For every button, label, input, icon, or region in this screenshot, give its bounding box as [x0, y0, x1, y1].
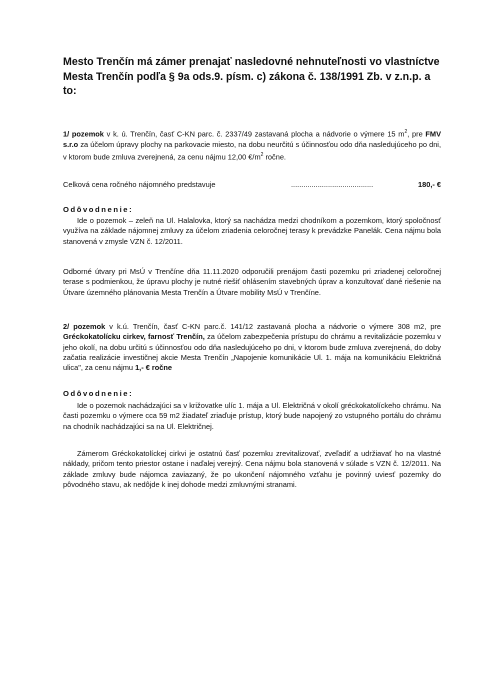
item1-total-dots: ........................................ [291, 180, 374, 189]
item1-opinion-paragraph: Odborné útvary pri MsÚ v Trenčíne dňa 11.11.2020 odporučili prenájom časti pozemku pri zriadenej celoročnej terase s podmienkou, že úpravu plochy je nutné riešiť ohlásením stavebných úprav a konzultovať dané riešenie na Útvare územného plánovania Mesta Trenčín a Útvare mobility MsÚ v Trenčíne. [63, 267, 441, 297]
item2-price: 1,- € ročne [135, 363, 173, 373]
item1-text-a: v k. ú. Trenčín, časť C-KN parc. č. 2337/49 zastavaná plocha a nádvorie o výmere 15 m [103, 129, 405, 139]
item1-paragraph [63, 127, 441, 163]
item2-paragraph [63, 322, 441, 373]
item2-text-a: v k.ú. Trenčín, časť C-KN parc.č. 141/12 zastavaná plocha a nádvorie o výmere 308 m2, pre [105, 322, 442, 331]
item2-intent-text: Zámerom Gréckokatolíckej cirkvi je ostatnú časť pozemku zrevitalizovať, zveľadiť a udržiavať ho na vlastné náklady, pričom tento priestor ostane i naďalej verejný. Cena nájmu bola stanovená v súlade s VZN č. 12/2011. Na základe zmluvy bude nájomca zaviazaný, že po ukončení nájomného vzťahu je povinný uviesť pozemky do pôvodného stavu, ak nedôjde k inej dohode medzi zmluvnými stranami. [63, 449, 441, 489]
item2-text-b: za účelom zabezpečenia prístupu do chrámu a revitalizácie pozemku v jeho okolí, na dobu určitú s účinnosťou odo dňa nasledujúceho po dni, v ktorom bude zmluva zverejnená, do doby začatia realizácie investičnej akcie Mesta Trenčín „Napojenie komunikácie Ul. 1. mája na komunikáciu Električná ulica", za cenu nájmu [63, 332, 442, 373]
item1-total-amount: 180,- € [417, 180, 441, 189]
item1-text-b: , pre [407, 129, 426, 139]
item2-reason-heading: Odôvodnenie: [63, 389, 134, 398]
item1-tenant: FMV s.r.o [63, 129, 442, 149]
item2-label: 2/ pozemok [63, 322, 106, 331]
item2-reason-paragraph [63, 401, 441, 432]
item1-reason-paragraph [63, 216, 441, 247]
item1-sup: 2 [404, 129, 408, 135]
item1-label: 1/ pozemok [63, 129, 104, 139]
item1-reason-text: Ide o pozemok – zeleň na Ul. Halalovka, ktorý sa nachádza medzi chodníkom a pozemkom, ktorý spoločnosť využíva na základe nájomnej zmluvy za účelom zriadenia celoročnej terasy k prevádzke Panelák. Cena nájmu bola stanovená v zmysle VZN č. 12/2011. [63, 216, 441, 246]
item1-total-label: Celková cena ročného nájomného predstavuje [63, 180, 216, 189]
document-title: Mesto Trenčín má zámer prenajať nasledovné nehnuteľnosti vo vlastníctve Mesta Trenčín podľa § 9a ods.9. písm. c) zákona č. 138/1991 Zb. v z.n.p. a to: [63, 56, 440, 97]
item1-reason-heading: Odôvodnenie: [63, 205, 134, 214]
item2-reason-text: Ide o pozemok nachádzajúci sa v križovatke ulíc 1. mája a Ul. Električná v okolí gréckokatolíckeho chrámu. Na časti pozemku o výmere cca 59 m2 žiadateľ zriaďuje prístup, ktorý bude napojený zo vstupného portálu do chrámu na chodník nachádzajúci sa na Ul. Električnej. [63, 401, 441, 431]
item1-text-c: za účelom úpravy plochy na parkovacie miesto, na dobu neurčitú s účinnosťou odo dňa nasledujúceho po dni, v ktorom bude zmluva zverejnená, za cenu nájmu 12,00 €/m [63, 139, 441, 162]
item2-intent-paragraph [63, 449, 441, 490]
item1-sup2: 2 [260, 152, 264, 159]
item2-tenant: Gréckokatolícku cirkev, farnosť Trenčín, [63, 332, 205, 342]
item1-text-d: ročne. [263, 152, 286, 162]
